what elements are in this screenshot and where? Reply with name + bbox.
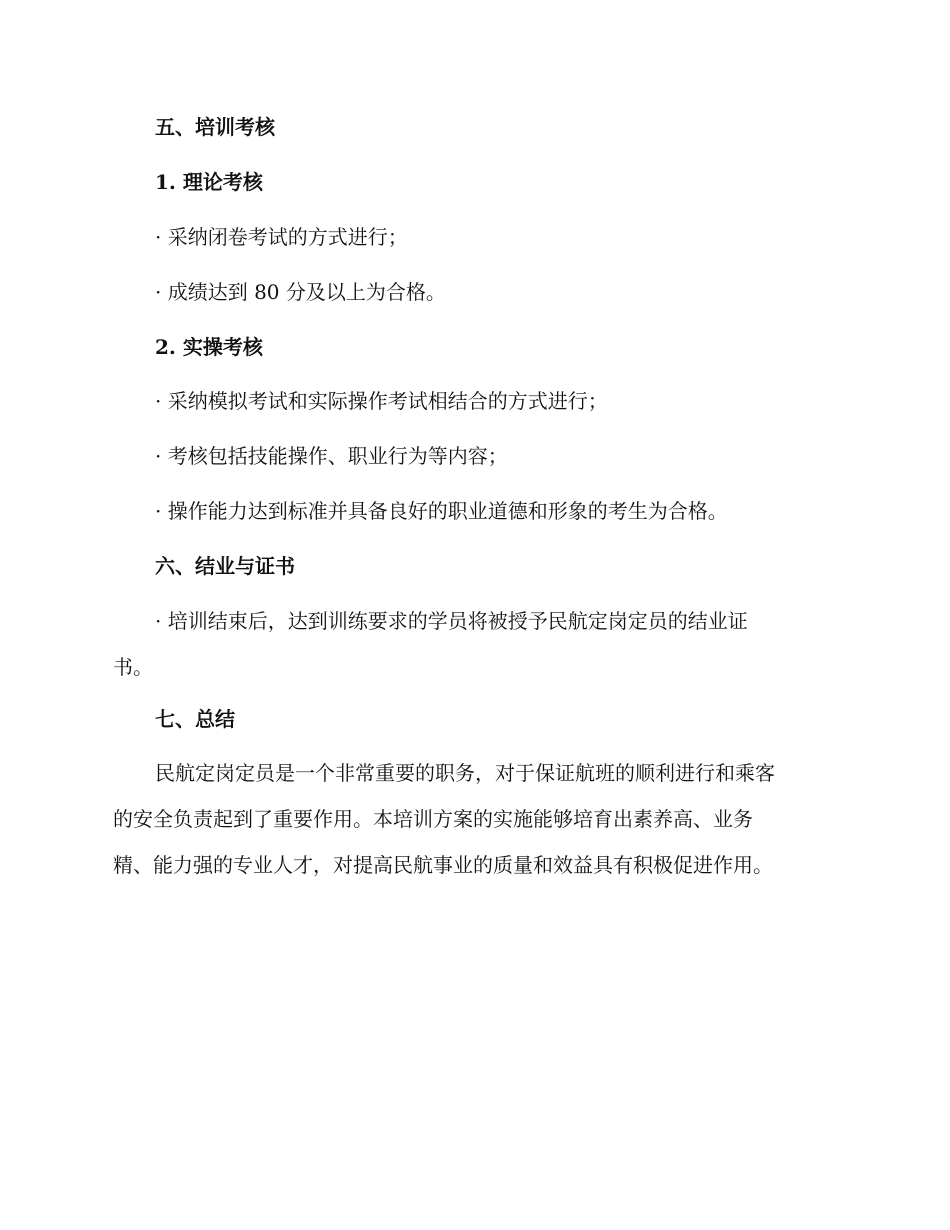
summary-paragraph	[113, 750, 833, 888]
section-6-heading: 六、结业与证书	[155, 554, 295, 578]
summary-line-3: 精、能力强的专业人才，对提高民航事业的质量和效益具有积极促进作用。	[113, 853, 773, 877]
practice-item-3: · 操作能力达到标准并具备良好的职业道德和形象的考生为合格。	[155, 499, 728, 523]
theory-item-2: · 成绩达到 80 分及以上为合格。	[155, 280, 446, 304]
practice-item-2: · 考核包括技能操作、职业行为等内容；	[155, 444, 508, 468]
section-6-paragraph	[113, 598, 833, 690]
practice-item-1: · 采纳模拟考试和实际操作考试相结合的方式进行；	[155, 389, 608, 413]
section-6-line-1: · 培训结束后，达到训练要求的学员将被授予民航定岗定员的结业证	[155, 609, 748, 633]
section-5-heading: 五、培训考核	[155, 115, 275, 139]
theory-item-1: · 采纳闭卷考试的方式进行；	[155, 225, 408, 249]
summary-line-2: 的安全负责起到了重要作用。本培训方案的实施能够培育出素养高、业务	[113, 807, 753, 831]
practice-exam-heading: 2. 实操考核	[155, 335, 263, 359]
section-7-heading: 七、总结	[155, 707, 235, 731]
theory-exam-heading: 1. 理论考核	[155, 170, 263, 194]
section-6-line-2: 书。	[113, 655, 153, 679]
summary-line-1: 民航定岗定员是一个非常重要的职务，对于保证航班的顺利进行和乘客	[155, 761, 775, 785]
